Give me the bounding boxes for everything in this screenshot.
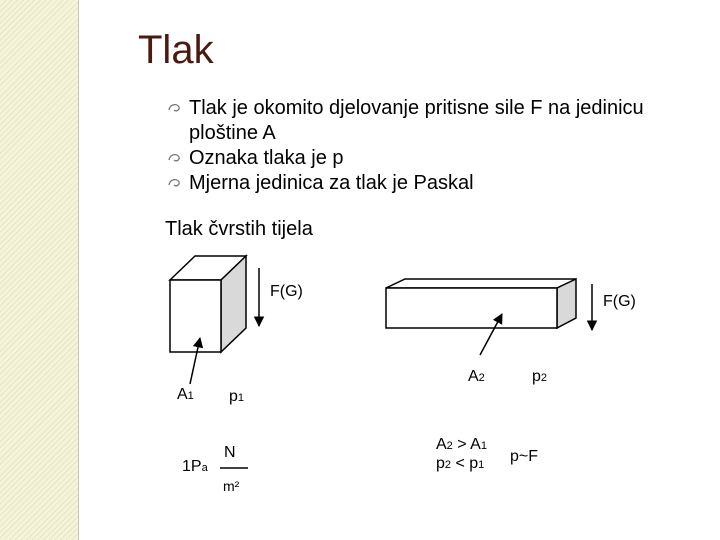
force-label-right: F(G) xyxy=(603,293,636,310)
area-relation: A2 > A1 xyxy=(436,436,487,453)
pressure-label-p2: p2 xyxy=(532,368,548,385)
upright-block xyxy=(170,256,246,352)
fraction-numerator: N xyxy=(224,444,236,461)
pressure-relation: p2 < p1 xyxy=(436,455,485,472)
area-label-a1: A1 xyxy=(177,386,194,403)
section-heading: Tlak čvrstih tijela xyxy=(165,218,313,240)
proportionality-label: p~F xyxy=(510,448,539,465)
area-label-a2: A2 xyxy=(468,368,485,385)
bullet-text: Mjerna jedinica za tlak je Paskal xyxy=(189,172,474,194)
bullet-text: Tlak je okomito djelovanje pritisne sile F na jedinicu xyxy=(189,97,644,119)
lying-block xyxy=(386,279,576,328)
fraction-denominator: m² xyxy=(223,478,240,494)
pressure-label-p1: p1 xyxy=(229,388,245,405)
force-label-left: F(G) xyxy=(270,283,303,300)
bullet-text-continuation: ploštine A xyxy=(189,122,276,144)
bullet-text: Oznaka tlaka je p xyxy=(189,147,344,169)
slide-title: Tlak xyxy=(138,28,214,72)
pascal-unit-label: 1Pa xyxy=(182,458,208,475)
